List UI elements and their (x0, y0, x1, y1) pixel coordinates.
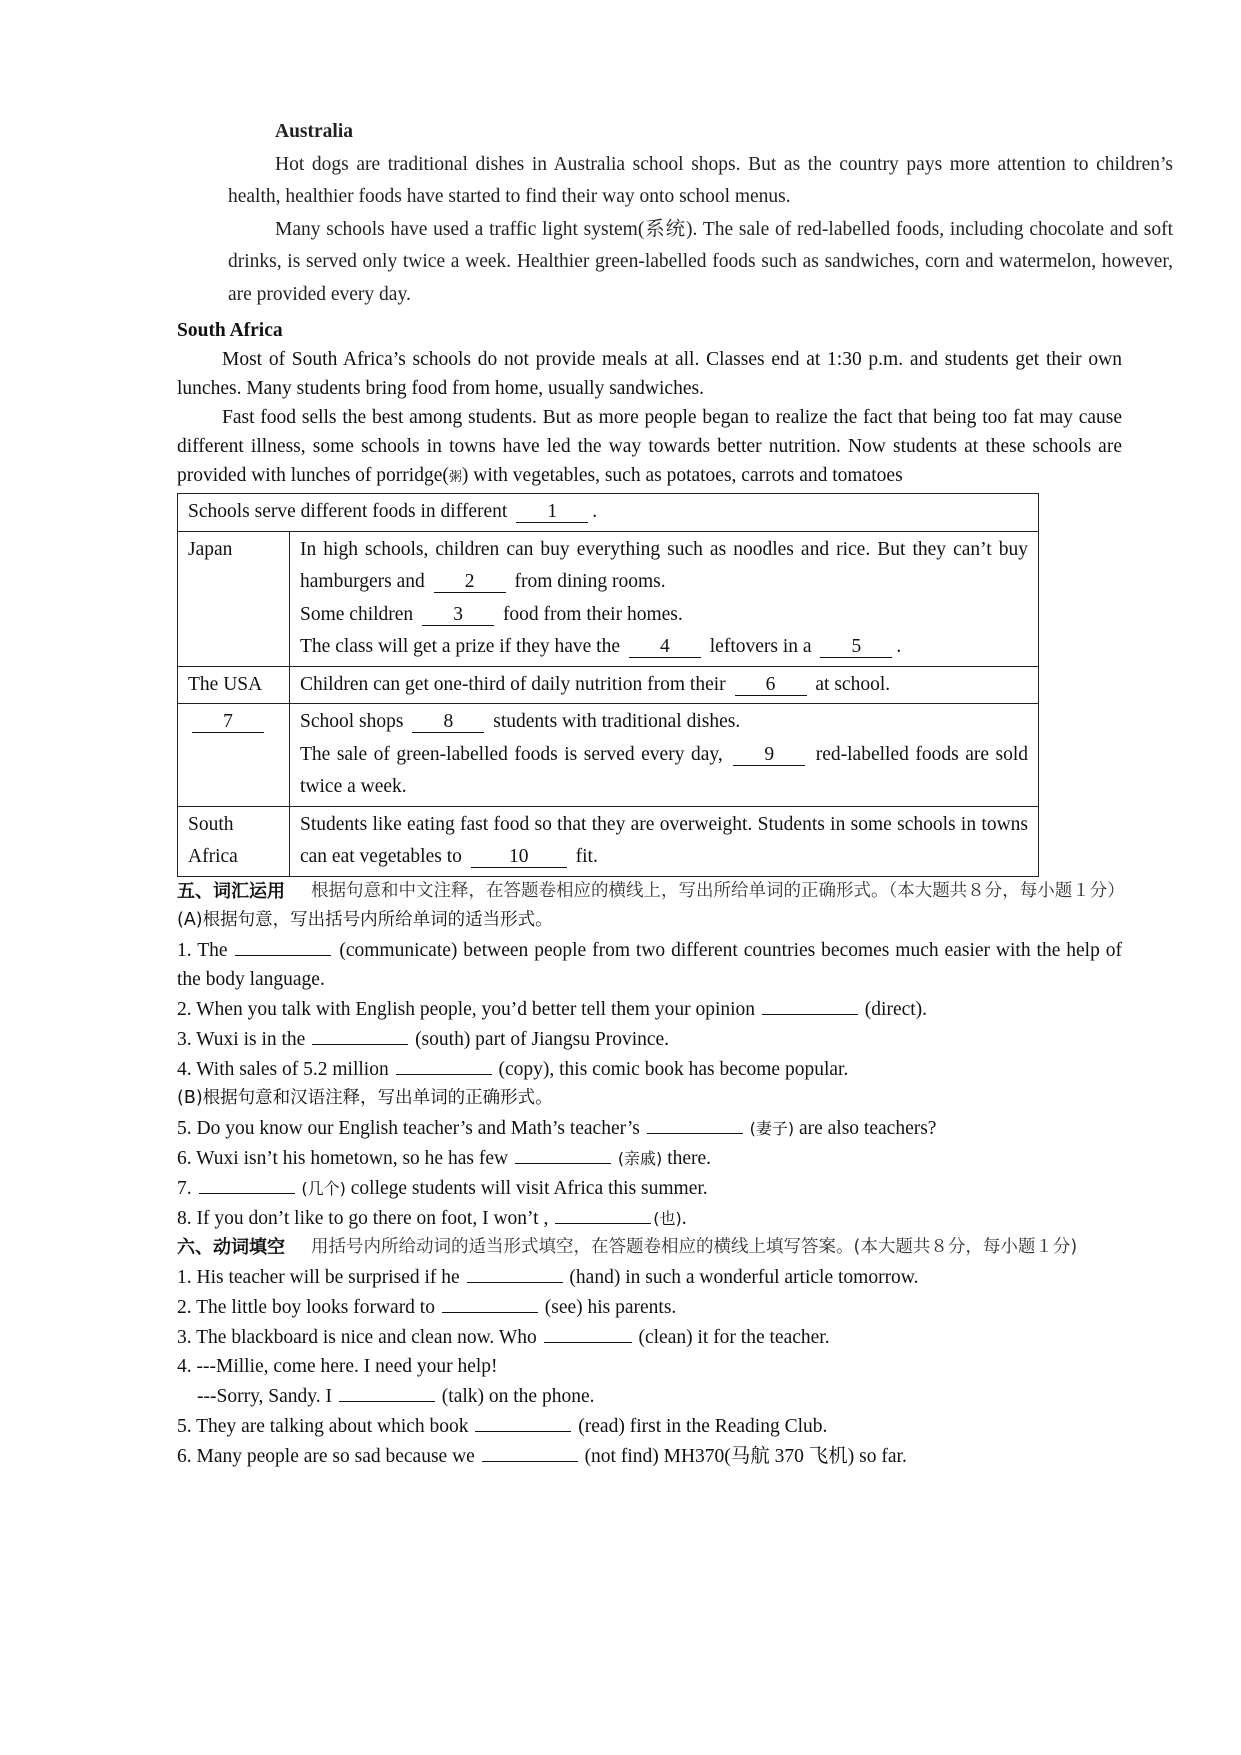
summary-table (177, 493, 1039, 877)
s5-q5-blank[interactable] (647, 1113, 743, 1134)
answer-blank-4[interactable]: 4 (629, 637, 701, 658)
s5-question-8: 8. If you don’t like to go there on foot, I won’t , (也). (177, 1203, 1122, 1233)
s5-question-2: 2. When you talk with English people, you’d better tell them your opinion (direct). (177, 994, 1122, 1024)
s5-q1-blank[interactable] (235, 935, 331, 956)
row-label-japan: Japan (178, 531, 290, 666)
answer-blank-3[interactable]: 3 (422, 605, 494, 626)
table-row-south-africa (178, 806, 1039, 876)
answer-blank-2[interactable]: 2 (434, 572, 506, 593)
s5-question-4: 4. With sales of 5.2 million (copy), this comic book has become popular. (177, 1054, 1122, 1084)
s6-question-1: 1. His teacher will be surprised if he (hand) in such a wonderful article tomorrow. (177, 1262, 1122, 1292)
s6-question-6: 6. Many people are so sad because we (not find) MH370(马航 370 飞机) so far. (177, 1441, 1122, 1471)
table-row-japan (178, 531, 1039, 666)
s5-question-5: 5. Do you know our English teacher’s and Math’s teacher’s (妻子) are also teachers? (177, 1113, 1122, 1143)
section-6-instructions: 用括号内所给动词的适当形式填空，在答题卷相应的横线上填写答案。(本大题共８分，每小题１分) (311, 1236, 1078, 1257)
s6-question-4-line-2: ---Sorry, Sandy. I (talk) on the phone. (177, 1381, 1122, 1411)
australia-heading: Australia (275, 121, 353, 142)
s5-question-7: 7. (几个) college students will visit Africa this summer. (177, 1173, 1122, 1203)
section-5-part-b: (B)根据句意和汉语注释，写出单词的正确形式。 (177, 1087, 553, 1108)
table-row-usa (178, 666, 1039, 704)
s6-question-4-line-1: 4. ---Millie, come here. I need your help! (177, 1355, 498, 1377)
answer-blank-8[interactable]: 8 (412, 712, 484, 733)
section-5-part-a: (A)根据句意，写出括号内所给单词的适当形式。 (177, 909, 553, 930)
s5-q8-blank[interactable] (555, 1203, 651, 1224)
row-content-south-africa: Students like eating fast food so that they are overweight. Students in some schools in towns can eat vegetables to 10 fit. (290, 806, 1039, 876)
answer-blank-1[interactable]: 1 (516, 502, 588, 523)
row-content-7: School shops 8 students with traditional dishes. The sale of green-labelled foods is served every day, 9 red-labelled foods are sold twice a week. (290, 704, 1039, 807)
s6-question-2: 2. The little boy looks forward to (see) his parents. (177, 1292, 1122, 1322)
australia-paragraph-2: Many schools have used a traffic light system(系统). The sale of red-labelled foods, including chocolate and soft drinks, is served only twice a week. Healthier green-labelled foods such as sandwiches, corn and watermelon, however, are provided every day. (228, 218, 1173, 305)
s6-q5-blank[interactable] (475, 1411, 571, 1432)
row-content-usa: Children can get one-third of daily nutrition from their 6 at school. (290, 666, 1039, 704)
s5-question-3: 3. Wuxi is in the (south) part of Jiangsu Province. (177, 1024, 1122, 1054)
s5-q3-blank[interactable] (312, 1024, 408, 1045)
south-africa-paragraph-2: Fast food sells the best among students. But as more people began to realize the fact that being too fat may cause different illness, some schools in towns have led the way towards better nutrition. Now students at these schools are provided with lunches of porridge(粥) with vegetables, such as potatoes, carrots and tomatoes (177, 407, 1122, 486)
table-header-row (178, 494, 1039, 532)
main-content (177, 316, 1125, 1471)
s6-q2-blank[interactable] (442, 1292, 538, 1313)
answer-blank-6[interactable]: 6 (735, 675, 807, 696)
s5-q7-blank[interactable] (199, 1173, 295, 1194)
s6-q6-blank[interactable] (482, 1441, 578, 1462)
row-content-japan: In high schools, children can buy everything such as noodles and rice. But they can’t buy hamburgers and 2 from dining rooms. Some children 3 food from their homes. The class will get a prize if they have the 4 leftovers in a 5 . (290, 531, 1039, 666)
s5-q2-blank[interactable] (762, 994, 858, 1015)
section-6-header (177, 1233, 1122, 1262)
australia-paragraph-1: Hot dogs are traditional dishes in Australia school shops. But as the country pays more attention to children’s health, healthier foods have started to find their way onto school menus. (228, 153, 1173, 207)
section-5-header (177, 877, 1125, 906)
s6-q1-blank[interactable] (467, 1262, 563, 1283)
s6-question-5: 5. They are talking about which book (read) first in the Reading Club. (177, 1411, 1122, 1441)
s6-q3-blank[interactable] (544, 1322, 632, 1343)
row-label-7 (178, 704, 290, 807)
australia-section (228, 116, 1173, 311)
s5-q6-blank[interactable] (515, 1143, 611, 1164)
s5-q4-blank[interactable] (396, 1054, 492, 1075)
answer-blank-9[interactable]: 9 (733, 745, 805, 766)
south-africa-heading: South Africa (177, 320, 283, 341)
answer-blank-5[interactable]: 5 (820, 637, 892, 658)
section-5-title: 五、词汇运用 (177, 880, 285, 902)
s5-question-1: 1. The (communicate) between people from two different countries becomes much easier with the help of the body language. (177, 935, 1122, 994)
table-header-cell: Schools serve different foods in different 1 . (178, 494, 1039, 532)
row-label-usa: The USA (178, 666, 290, 704)
answer-blank-10[interactable]: 10 (471, 847, 567, 868)
row-label-south-africa: South Africa (178, 806, 290, 876)
section-6-title: 六、动词填空 (177, 1236, 285, 1258)
answer-blank-7[interactable]: 7 (192, 712, 264, 733)
table-row-7 (178, 704, 1039, 807)
s5-question-6: 6. Wuxi isn’t his hometown, so he has few (亲戚) there. (177, 1143, 1122, 1173)
s6-q4-blank[interactable] (339, 1381, 435, 1402)
south-africa-paragraph-1: Most of South Africa’s schools do not provide meals at all. Classes end at 1:30 p.m. and students get their own lunches. Many students bring food from home, usually sandwiches. (177, 349, 1122, 399)
section-5-instructions: 根据句意和中文注释，在答题卷相应的横线上，写出所给单词的正确形式。（本大题共８分，每小题１分） (311, 880, 1125, 901)
s6-question-3: 3. The blackboard is nice and clean now. Who (clean) it for the teacher. (177, 1322, 1122, 1352)
